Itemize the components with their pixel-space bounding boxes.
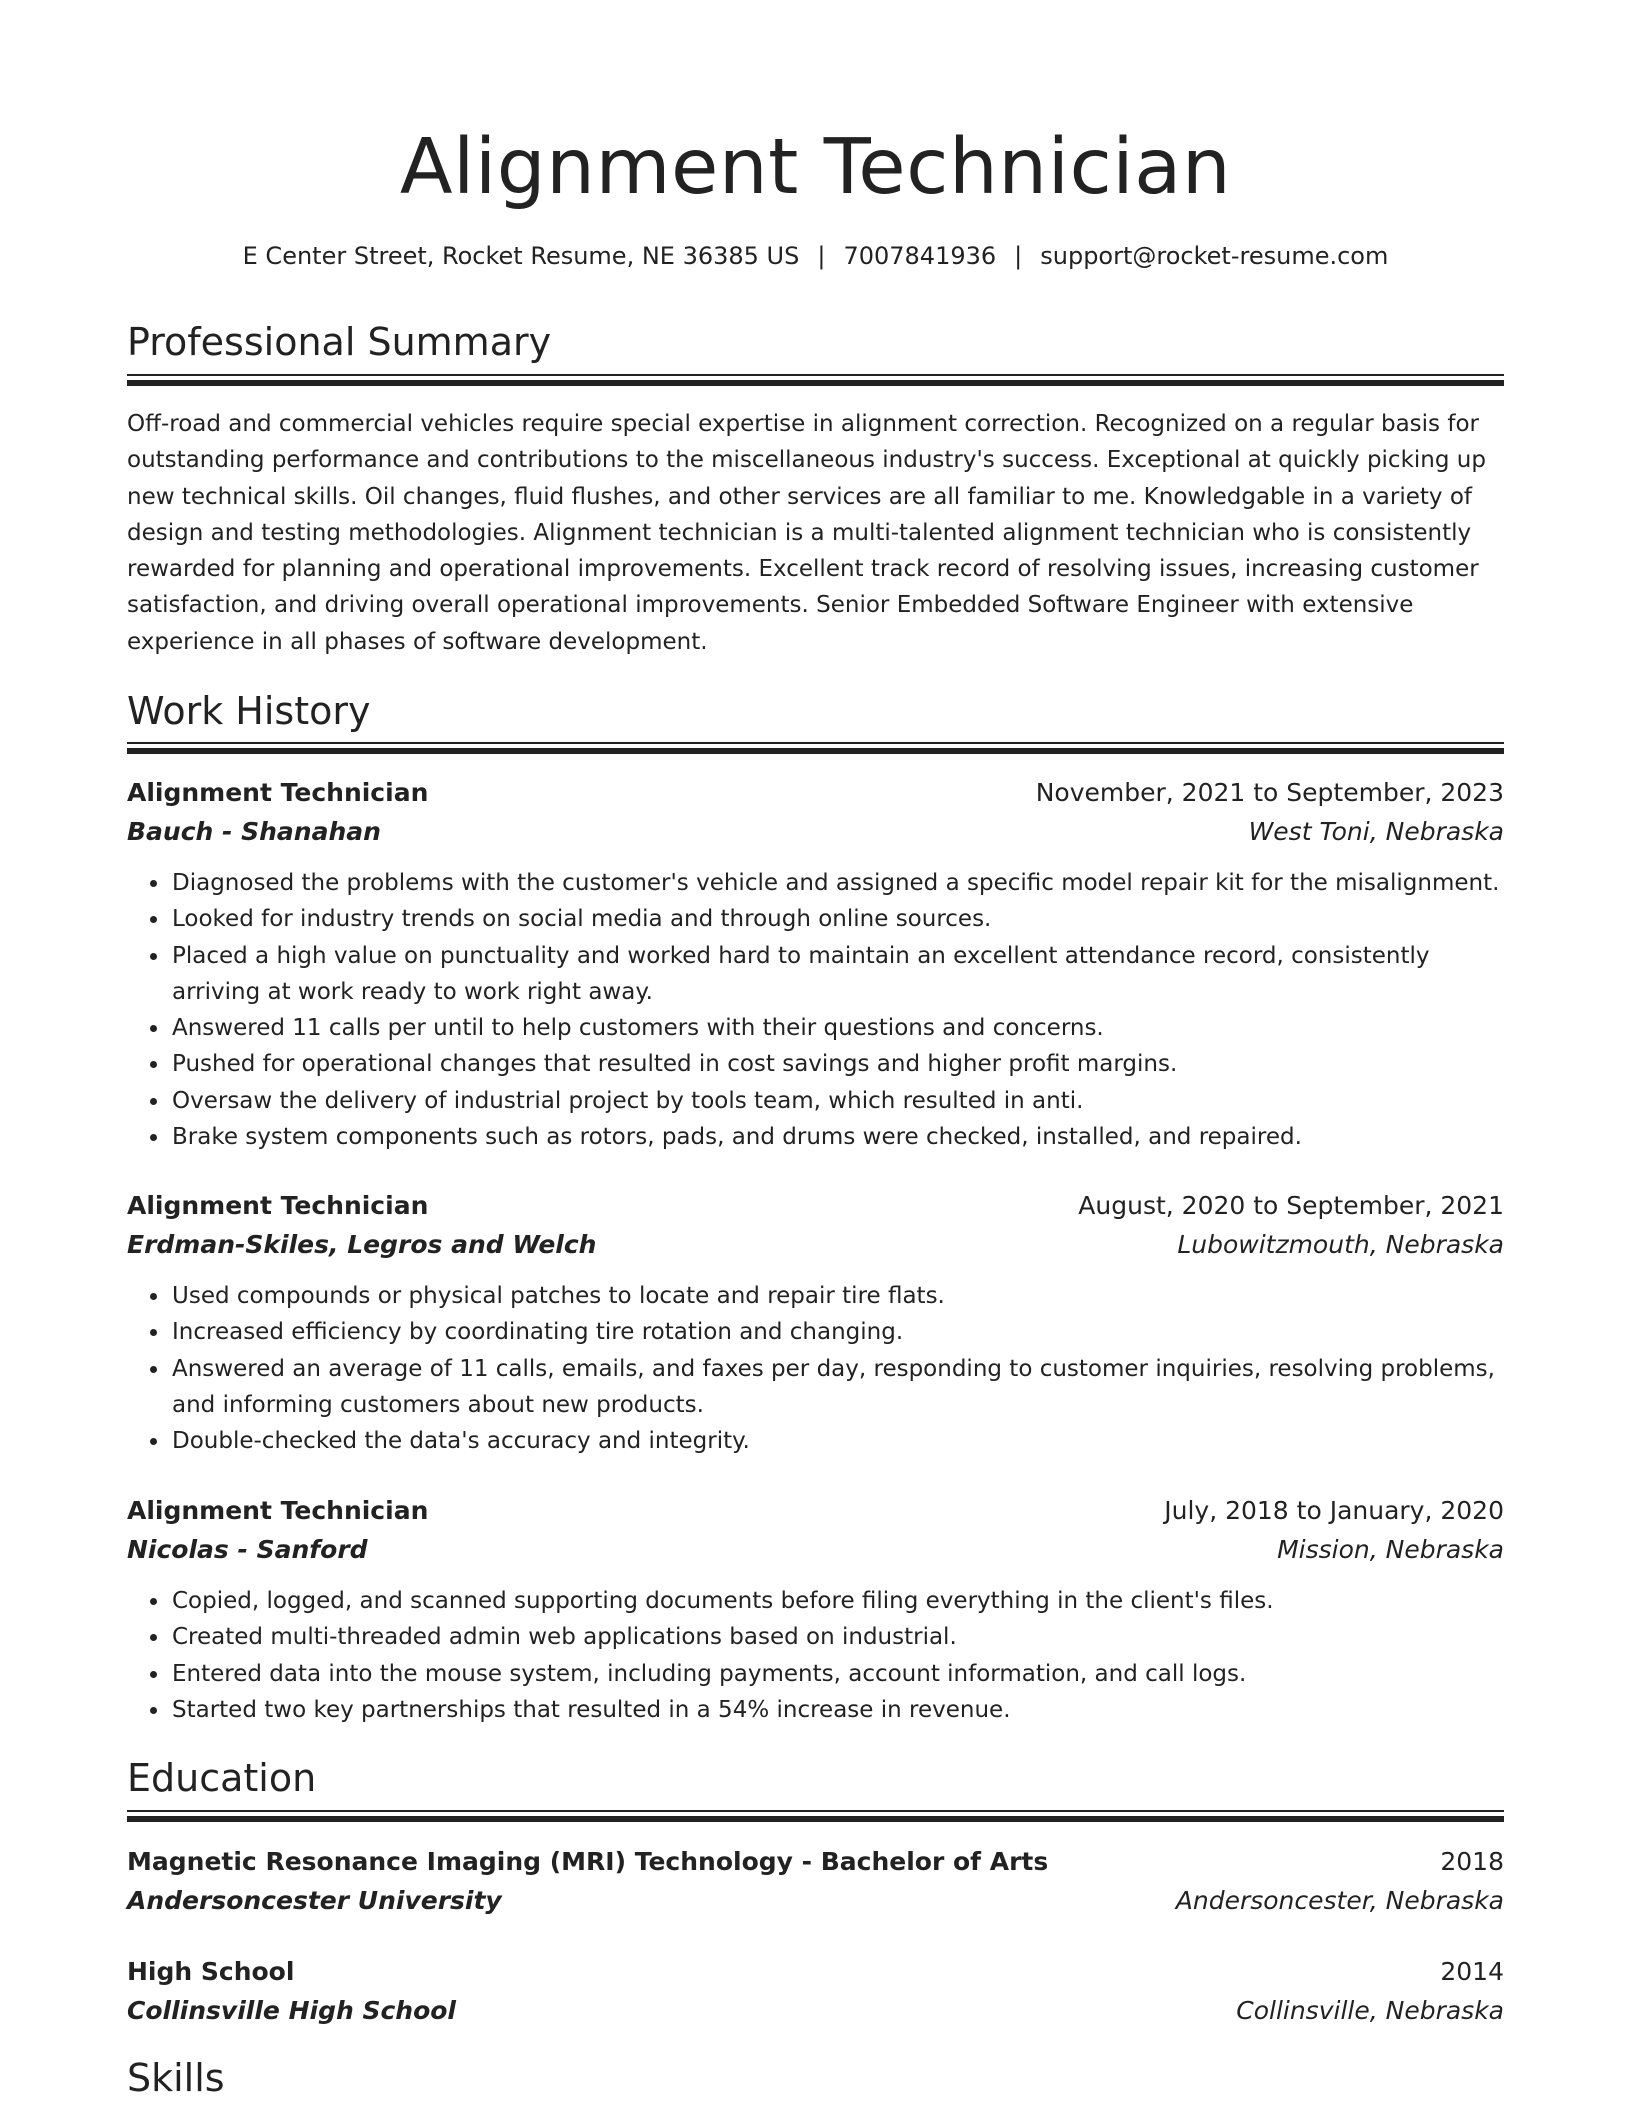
job-bullet: • Created multi-threaded admin web applications based on industrial. (170, 1619, 1504, 1655)
education-entry (127, 1842, 1504, 1920)
work-history-heading: Work History (127, 689, 371, 733)
job-bullet: • Placed a high value on punctuality and worked hard to maintain an excellent attendance record, consistently arriving at work ready to work right away. (170, 938, 1504, 1011)
degree-name: Magnetic Resonance Imaging (MRI) Technology - Bachelor of Arts (127, 1847, 1049, 1876)
job-entry (127, 1186, 1504, 1459)
contact-address: E Center Street, Rocket Resume, NE 36385 US (242, 242, 800, 270)
job-bullets (127, 1583, 1504, 1728)
job-company: Nicolas - Sanford (127, 1535, 368, 1564)
skills-heading: Skills (127, 2056, 225, 2100)
job-bullets (127, 1278, 1504, 1459)
education-entry (127, 1952, 1504, 2030)
job-location: Lubowitzmouth, Nebraska (1177, 1230, 1504, 1259)
job-bullet: • Pushed for operational changes that resulted in cost savings and higher profit margins. (170, 1046, 1504, 1082)
job-dates: July, 2018 to January, 2020 (1164, 1496, 1504, 1525)
contact-separator: | (1014, 242, 1023, 270)
job-bullet: • Used compounds or physical patches to locate and repair tire flats. (170, 1278, 1504, 1314)
job-bullet: • Increased efficiency by coordinating tire rotation and changing. (170, 1314, 1504, 1350)
contact-line (127, 238, 1504, 274)
job-bullet: • Answered 11 calls per until to help customers with their questions and concerns. (170, 1010, 1504, 1046)
contact-email: support@rocket-resume.com (1040, 242, 1389, 270)
school-location: Collinsville, Nebraska (1236, 1996, 1504, 2025)
job-title: Alignment Technician (127, 1496, 429, 1525)
school-name: Andersoncester University (127, 1886, 502, 1915)
job-title: Alignment Technician (127, 778, 429, 807)
job-location: Mission, Nebraska (1277, 1535, 1504, 1564)
degree-name: High School (127, 1957, 295, 1986)
job-bullet: • Started two key partnerships that resulted in a 54% increase in revenue. (170, 1692, 1504, 1728)
summary-text: Off-road and commercial vehicles require special expertise in alignment correction. Recognized on a regular basis for outstanding performance and contributions to the miscellaneous industry's success. Exceptional at quickly picking up new technical skills. Oil changes, fluid flushes, and other services are all familiar to me. Knowledgable in a variety of design and testing methodologies. Alignment technician is a multi-talented alignment technician who is consistently rewarded for planning and operational improvements. Excellent track record of resolving issues, increasing customer satisfaction, and driving overall operational improvements. Senior Embedded Software Engineer with extensive experience in all phases of software development. (127, 411, 1486, 655)
job-bullet: • Oversaw the delivery of industrial project by tools team, which resulted in anti. (170, 1083, 1504, 1119)
section-divider (127, 1810, 1504, 1824)
job-title: Alignment Technician (127, 1191, 429, 1220)
education-year: 2014 (1440, 1957, 1504, 1986)
school-name: Collinsville High School (127, 1996, 457, 2025)
job-entry (127, 773, 1504, 1155)
job-bullet: • Diagnosed the problems with the customer's vehicle and assigned a specific model repair kit for the misalignment. (170, 865, 1504, 901)
job-company: Bauch - Shanahan (127, 817, 381, 846)
job-location: West Toni, Nebraska (1248, 817, 1504, 846)
candidate-name: Alignment Technician (399, 123, 1232, 212)
job-bullet: • Brake system components such as rotors, pads, and drums were checked, installed, and repaired. (170, 1119, 1504, 1155)
job-bullet: • Copied, logged, and scanned supporting documents before filing everything in the client's files. (170, 1583, 1504, 1619)
school-location: Andersoncester, Nebraska (1175, 1886, 1504, 1915)
contact-phone: 7007841936 (843, 242, 997, 270)
section-divider (127, 742, 1504, 756)
job-company: Erdman-Skiles, Legros and Welch (127, 1230, 597, 1259)
contact-separator: | (817, 242, 826, 270)
job-bullet: • Looked for industry trends on social media and through online sources. (170, 901, 1504, 937)
job-dates: November, 2021 to September, 2023 (1035, 778, 1504, 807)
job-bullets (127, 865, 1504, 1155)
education-heading: Education (127, 1756, 317, 1800)
section-divider (127, 374, 1504, 388)
job-bullet: • Answered an average of 11 calls, emails, and faxes per day, responding to customer inquiries, resolving problems, and informing customers about new products. (170, 1351, 1504, 1424)
job-bullet: • Double-checked the data's accuracy and integrity. (170, 1423, 1504, 1459)
job-entry (127, 1491, 1504, 1728)
job-dates: August, 2020 to September, 2021 (1078, 1191, 1504, 1220)
education-year: 2018 (1440, 1847, 1504, 1876)
summary-heading: Professional Summary (127, 320, 552, 364)
job-bullet: • Entered data into the mouse system, including payments, account information, and call logs. (170, 1656, 1504, 1692)
